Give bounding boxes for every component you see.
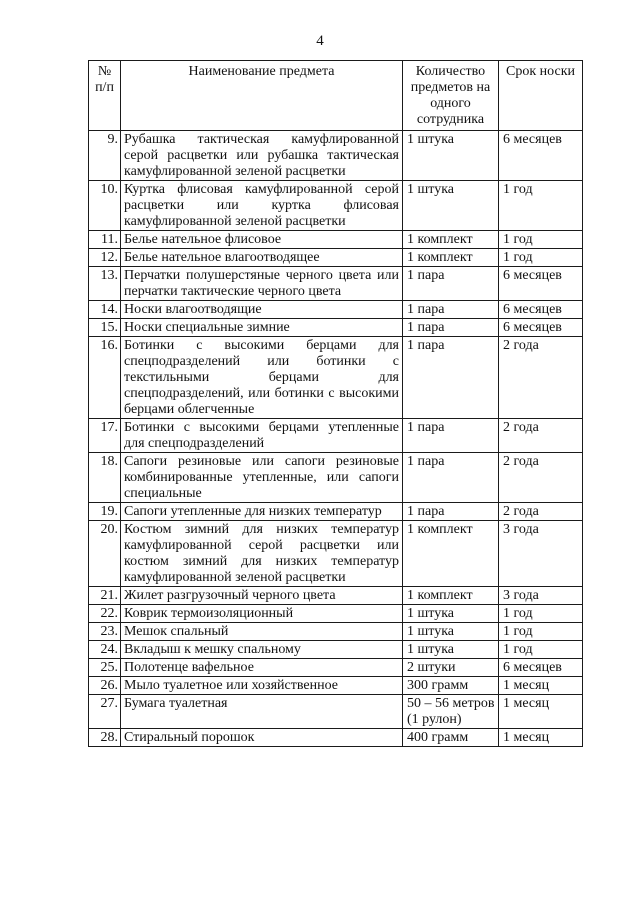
row-num: 14. xyxy=(89,301,121,319)
row-quantity: 1 пара xyxy=(403,453,499,503)
row-item-name: Коврик термоизоляционный xyxy=(121,605,403,623)
page-number: 4 xyxy=(316,33,324,49)
row-quantity: 1 пара xyxy=(403,337,499,419)
row-term: 1 год xyxy=(499,231,583,249)
row-term: 6 месяцев xyxy=(499,301,583,319)
row-quantity: 1 комплект xyxy=(403,521,499,587)
table-row xyxy=(89,659,583,677)
row-quantity: 1 комплект xyxy=(403,249,499,267)
items-table xyxy=(88,60,583,747)
row-quantity: 400 грамм xyxy=(403,729,499,747)
row-quantity: 1 штука xyxy=(403,641,499,659)
row-term: 2 года xyxy=(499,453,583,503)
row-item-name: Носки специальные зимние xyxy=(121,319,403,337)
row-item-name: Носки влагоотводящие xyxy=(121,301,403,319)
row-quantity: 1 пара xyxy=(403,319,499,337)
table-row xyxy=(89,453,583,503)
row-num: 9. xyxy=(89,131,121,181)
row-term: 3 года xyxy=(499,521,583,587)
row-term: 2 года xyxy=(499,419,583,453)
header-term: Срок носки xyxy=(499,61,583,131)
table-row xyxy=(89,267,583,301)
table-row xyxy=(89,641,583,659)
row-num: 10. xyxy=(89,181,121,231)
row-item-name: Мыло туалетное или хозяйственное xyxy=(121,677,403,695)
table-row xyxy=(89,695,583,729)
row-num: 23. xyxy=(89,623,121,641)
row-num: 13. xyxy=(89,267,121,301)
header-row xyxy=(89,61,583,131)
header-num: № п/п xyxy=(89,61,121,131)
row-num: 21. xyxy=(89,587,121,605)
row-quantity: 1 штука xyxy=(403,181,499,231)
row-item-name: Костюм зимний для низких температур камуфлированной серой расцветки или костюм зимний для низких температур камуфлированной зеленой расцветки xyxy=(121,521,403,587)
row-term: 1 месяц xyxy=(499,729,583,747)
row-term: 1 год xyxy=(499,249,583,267)
row-num: 20. xyxy=(89,521,121,587)
row-num: 26. xyxy=(89,677,121,695)
row-term: 3 года xyxy=(499,587,583,605)
table-row xyxy=(89,181,583,231)
table-row xyxy=(89,337,583,419)
row-term: 6 месяцев xyxy=(499,659,583,677)
row-num: 24. xyxy=(89,641,121,659)
row-quantity: 1 комплект xyxy=(403,587,499,605)
table-row xyxy=(89,231,583,249)
row-num: 18. xyxy=(89,453,121,503)
row-quantity: 50 – 56 метров (1 рулон) xyxy=(403,695,499,729)
row-quantity: 1 пара xyxy=(403,419,499,453)
row-num: 25. xyxy=(89,659,121,677)
row-item-name: Ботинки с высокими берцами для спецподразделений или ботинки с текстильными берцами для спецподразделений, или ботинки с высокими берцами облегченные xyxy=(121,337,403,419)
row-item-name: Белье нательное влагоотводящее xyxy=(121,249,403,267)
table-row xyxy=(89,623,583,641)
header-name: Наименование предмета xyxy=(121,61,403,131)
row-term: 6 месяцев xyxy=(499,267,583,301)
row-quantity: 1 пара xyxy=(403,301,499,319)
row-quantity: 300 грамм xyxy=(403,677,499,695)
row-quantity: 1 пара xyxy=(403,267,499,301)
row-term: 1 год xyxy=(499,181,583,231)
row-term: 1 год xyxy=(499,623,583,641)
row-term: 1 год xyxy=(499,641,583,659)
row-item-name: Перчатки полушерстяные черного цвета или перчатки тактические черного цвета xyxy=(121,267,403,301)
row-item-name: Куртка флисовая камуфлированной серой расцветки или куртка флисовая камуфлированной зеленой расцветки xyxy=(121,181,403,231)
row-term: 2 года xyxy=(499,337,583,419)
row-quantity: 1 штука xyxy=(403,131,499,181)
row-term: 1 год xyxy=(499,605,583,623)
row-num: 22. xyxy=(89,605,121,623)
table-row xyxy=(89,301,583,319)
row-item-name: Рубашка тактическая камуфлированной серой расцветки или рубашка тактическая камуфлированной зеленой расцветки xyxy=(121,131,403,181)
table-row xyxy=(89,677,583,695)
table-row xyxy=(89,521,583,587)
row-quantity: 1 штука xyxy=(403,605,499,623)
row-item-name: Ботинки с высокими берцами утепленные для спецподразделений xyxy=(121,419,403,453)
table-row xyxy=(89,249,583,267)
row-term: 6 месяцев xyxy=(499,131,583,181)
row-term: 6 месяцев xyxy=(499,319,583,337)
row-num: 19. xyxy=(89,503,121,521)
row-item-name: Мешок спальный xyxy=(121,623,403,641)
table-header xyxy=(89,61,583,131)
row-item-name: Бумага туалетная xyxy=(121,695,403,729)
header-quantity: Количество предметов на одного сотрудника xyxy=(403,61,499,131)
row-quantity: 1 пара xyxy=(403,503,499,521)
table-row xyxy=(89,503,583,521)
row-num: 17. xyxy=(89,419,121,453)
table-row xyxy=(89,587,583,605)
row-quantity: 1 штука xyxy=(403,623,499,641)
row-quantity: 2 штуки xyxy=(403,659,499,677)
table-row xyxy=(89,319,583,337)
row-num: 27. xyxy=(89,695,121,729)
row-num: 12. xyxy=(89,249,121,267)
table-row xyxy=(89,131,583,181)
row-quantity: 1 комплект xyxy=(403,231,499,249)
row-item-name: Стиральный порошок xyxy=(121,729,403,747)
row-num: 15. xyxy=(89,319,121,337)
row-item-name: Жилет разгрузочный черного цвета xyxy=(121,587,403,605)
row-item-name: Вкладыш к мешку спальному xyxy=(121,641,403,659)
row-term: 1 месяц xyxy=(499,695,583,729)
row-item-name: Белье нательное флисовое xyxy=(121,231,403,249)
table-row xyxy=(89,729,583,747)
table-row xyxy=(89,605,583,623)
row-item-name: Полотенце вафельное xyxy=(121,659,403,677)
row-num: 16. xyxy=(89,337,121,419)
row-item-name: Сапоги утепленные для низких температур xyxy=(121,503,403,521)
table-row xyxy=(89,419,583,453)
row-num: 11. xyxy=(89,231,121,249)
table-body xyxy=(89,131,583,747)
row-term: 2 года xyxy=(499,503,583,521)
row-num: 28. xyxy=(89,729,121,747)
row-term: 1 месяц xyxy=(499,677,583,695)
row-item-name: Сапоги резиновые или сапоги резиновые комбинированные утепленные, или сапоги специальные xyxy=(121,453,403,503)
